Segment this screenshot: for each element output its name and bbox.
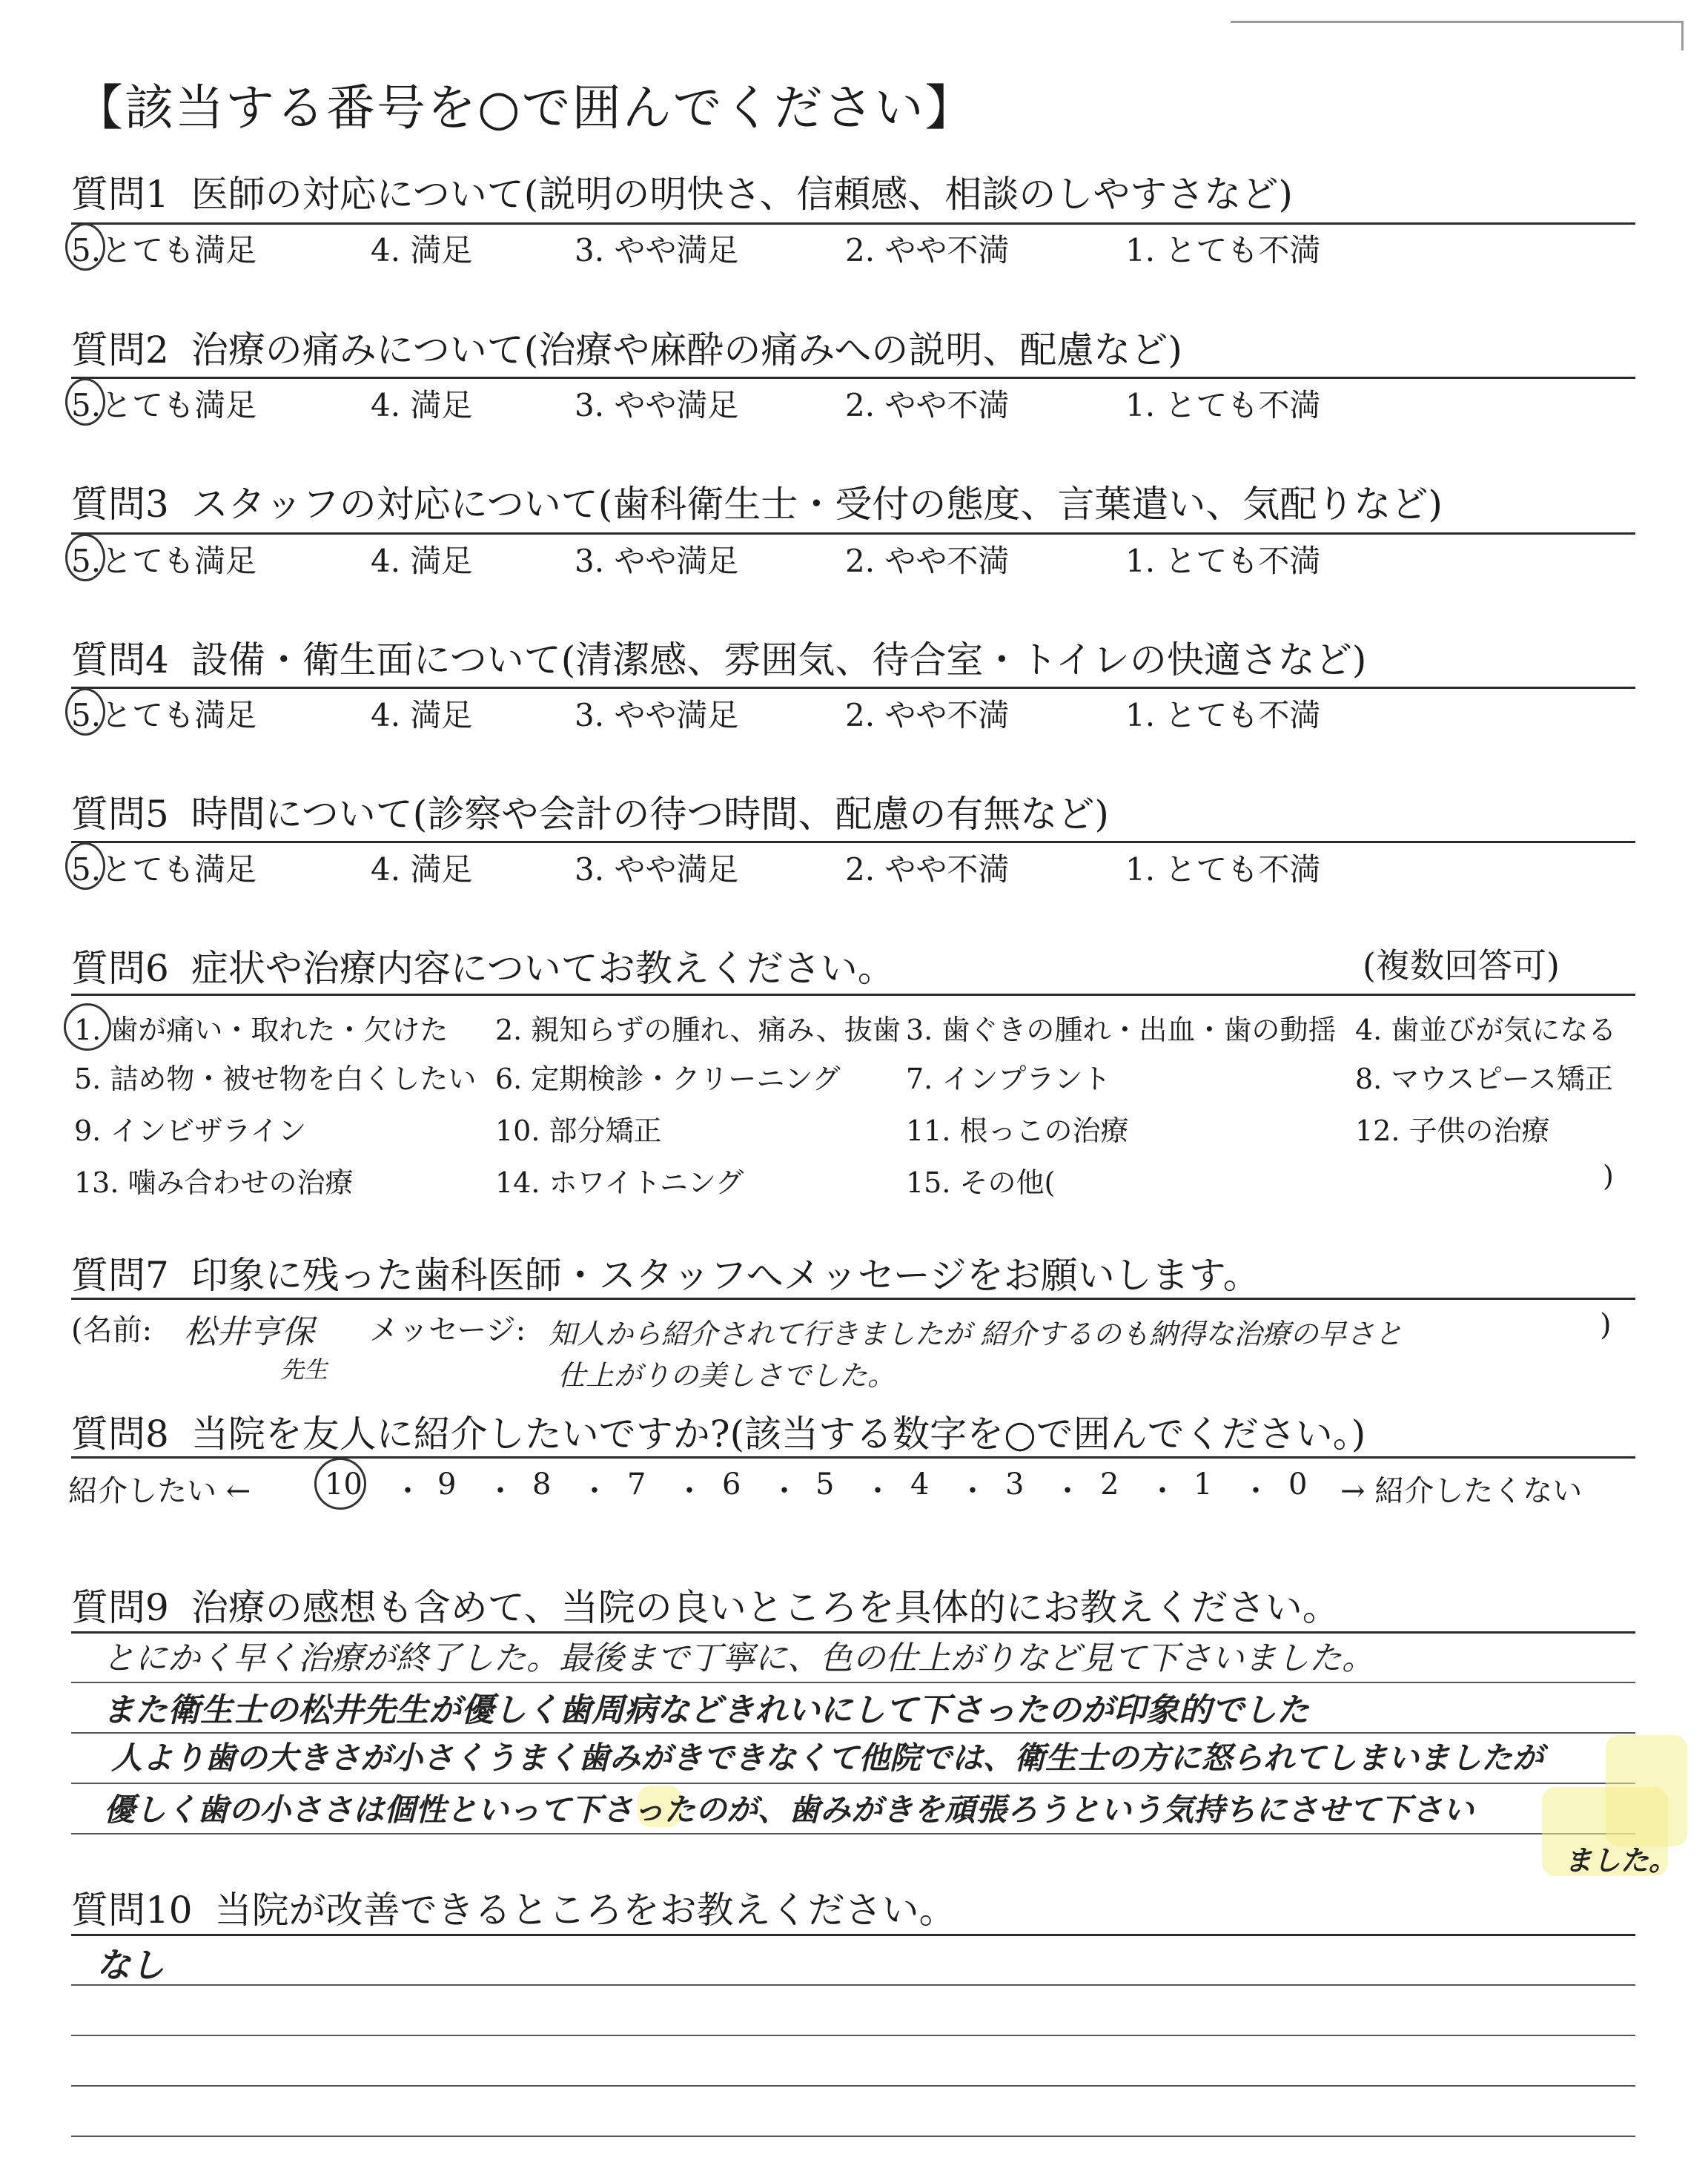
answer-line bbox=[71, 2035, 1635, 2036]
scale-7[interactable]: 7 bbox=[627, 1467, 646, 1502]
answer-line bbox=[71, 2136, 1635, 2137]
scale-5[interactable]: 5 bbox=[815, 1467, 835, 1502]
handwritten-improvement-answer[interactable]: なし bbox=[96, 1945, 165, 1985]
q6-option-1[interactable]: 1. 歯が痛い・取れた・欠けた bbox=[74, 1014, 448, 1046]
question-10-number: 質問10 bbox=[71, 1889, 193, 1932]
q6-option-12[interactable]: 12. 子供の治療 bbox=[1355, 1114, 1550, 1147]
question-1 bbox=[71, 165, 1293, 218]
question-6-number: 質問6 bbox=[71, 947, 169, 990]
q5-option-2[interactable]: 2. やや不満 bbox=[845, 851, 1010, 888]
question-5 bbox=[71, 785, 1109, 838]
question-8 bbox=[71, 1404, 1366, 1458]
q2-option-2[interactable]: 2. やや不満 bbox=[845, 387, 1010, 423]
question-10-text: 当院が改善できるところをお教えください。 bbox=[214, 1889, 956, 1932]
question-8-text: 当院を友人に紹介したいですか?(該当する数字を○で囲んでください。) bbox=[191, 1413, 1366, 1456]
question-8-number: 質問8 bbox=[71, 1413, 169, 1456]
question-6-rule bbox=[71, 994, 1635, 996]
handwritten-answer-line-5[interactable]: ました。 bbox=[1564, 1844, 1678, 1877]
question-3-number: 質問3 bbox=[71, 483, 169, 526]
name-label: (名前: bbox=[71, 1313, 153, 1347]
question-2-number: 質問2 bbox=[71, 328, 169, 371]
scale-4[interactable]: 4 bbox=[910, 1467, 930, 1502]
scale-3[interactable]: 3 bbox=[1005, 1467, 1025, 1502]
question-4-number: 質問4 bbox=[71, 638, 169, 681]
question-3-rule bbox=[71, 532, 1635, 535]
q6-option-14[interactable]: 14. ホワイトニング bbox=[495, 1166, 744, 1199]
q5-option-5[interactable]: 5.とても満足 bbox=[71, 851, 257, 888]
answer-line bbox=[71, 1833, 1635, 1834]
question-2-rule bbox=[71, 377, 1635, 379]
q4-option-5[interactable]: 5.とても満足 bbox=[71, 697, 257, 733]
message-label: メッセージ: bbox=[369, 1313, 526, 1347]
scale-dot: ・ bbox=[393, 1474, 423, 1508]
q1-option-2[interactable]: 2. やや不満 bbox=[845, 232, 1010, 268]
scale-dot: ・ bbox=[769, 1474, 799, 1508]
q6-option-2[interactable]: 2. 親知らずの腫れ、痛み、抜歯 bbox=[495, 1014, 901, 1046]
q1-option-1[interactable]: 1. とても不満 bbox=[1125, 232, 1321, 268]
question-6 bbox=[71, 939, 895, 992]
handwritten-answer-line-3[interactable]: 人より歯の大きさが小さくうまく歯みがきできなくて他院では、衛生士の方に怒られてしまいましたが bbox=[111, 1740, 1544, 1776]
question-8-rule bbox=[71, 1456, 1635, 1459]
scan-frame-top bbox=[1231, 21, 1683, 23]
question-1-rule bbox=[71, 222, 1635, 225]
question-5-text: 時間について(診察や会計の待つ時間、配慮の有無など) bbox=[191, 793, 1109, 836]
q6-option-6[interactable]: 6. 定期検診・クリーニング bbox=[495, 1063, 841, 1095]
scale-dot: ・ bbox=[580, 1474, 609, 1508]
question-5-rule bbox=[71, 841, 1635, 843]
question-6-text: 症状や治療内容についてお教えください。 bbox=[191, 947, 895, 990]
scale-1[interactable]: 1 bbox=[1194, 1467, 1213, 1502]
scale-dot: ・ bbox=[1053, 1474, 1082, 1508]
scale-dot: ・ bbox=[1148, 1474, 1177, 1508]
q3-option-4[interactable]: 4. 満足 bbox=[371, 543, 473, 579]
q6-option-5[interactable]: 5. 詰め物・被せ物を白くしたい bbox=[74, 1063, 477, 1095]
q4-option-4[interactable]: 4. 満足 bbox=[371, 697, 473, 733]
scale-dot: ・ bbox=[675, 1474, 704, 1508]
question-7-number: 質問7 bbox=[71, 1254, 169, 1297]
question-9-text: 治療の感想も含めて、当院の良いところを具体的にお教えください。 bbox=[191, 1586, 1340, 1629]
handwritten-message-line-1[interactable]: 知人から紹介されて行きましたが 紹介するのも納得な治療の早さと bbox=[549, 1318, 1403, 1350]
question-4 bbox=[71, 630, 1366, 684]
question-9-number: 質問9 bbox=[71, 1586, 169, 1629]
q6-option-13[interactable]: 13. 噛み合わせの治療 bbox=[74, 1166, 354, 1199]
question-1-text: 医師の対応について(説明の明快さ、信頼感、相談のしやすさなど) bbox=[191, 173, 1293, 216]
answer-line bbox=[71, 1984, 1635, 1986]
q6-option-8[interactable]: 8. マウスピース矯正 bbox=[1355, 1063, 1613, 1095]
recommend-label: 紹介したい ← bbox=[68, 1474, 251, 1508]
question-3-text: スタッフの対応について(歯科衛生士・受付の態度、言葉遣い、気配りなど) bbox=[191, 483, 1443, 526]
question-7 bbox=[71, 1246, 1260, 1299]
q2-option-3[interactable]: 3. やや満足 bbox=[575, 387, 739, 423]
question-7-rule bbox=[71, 1298, 1635, 1300]
scale-6[interactable]: 6 bbox=[722, 1467, 741, 1502]
answer-line bbox=[71, 1783, 1635, 1784]
answer-line bbox=[71, 2085, 1635, 2087]
q4-option-2[interactable]: 2. やや不満 bbox=[845, 697, 1010, 733]
q6-option-3[interactable]: 3. 歯ぐきの腫れ・出血・歯の動揺 bbox=[906, 1014, 1337, 1046]
q5-option-3[interactable]: 3. やや満足 bbox=[575, 851, 739, 888]
q3-option-1[interactable]: 1. とても不満 bbox=[1125, 543, 1321, 579]
handwritten-name[interactable]: 松井亨保 bbox=[184, 1313, 314, 1351]
scale-9[interactable]: 9 bbox=[437, 1467, 457, 1502]
handwritten-message-line-2[interactable]: 仕上がりの美しさでした。 bbox=[557, 1359, 896, 1392]
handwritten-answer-line-2[interactable]: また衛生士の松井先生が優しく歯周病などきれいにして下さったのが印象的でした bbox=[102, 1691, 1309, 1729]
q6-option-10[interactable]: 10. 部分矯正 bbox=[495, 1114, 662, 1147]
scale-dot: ・ bbox=[958, 1474, 987, 1508]
not-recommend-label: → 紹介したくない bbox=[1340, 1474, 1583, 1508]
q6-option-15-close: ) bbox=[1603, 1160, 1614, 1192]
question-9 bbox=[71, 1578, 1340, 1631]
scale-2[interactable]: 2 bbox=[1100, 1467, 1119, 1502]
q2-option-1[interactable]: 1. とても不満 bbox=[1125, 387, 1321, 423]
q3-option-5[interactable]: 5.とても満足 bbox=[71, 543, 257, 579]
multiple-answer-note: (複数回答可) bbox=[1363, 945, 1560, 985]
question-3 bbox=[71, 475, 1443, 528]
q6-option-15[interactable]: 15. その他( bbox=[906, 1166, 1056, 1199]
scale-dot: ・ bbox=[1241, 1474, 1271, 1508]
q4-option-3[interactable]: 3. やや満足 bbox=[575, 697, 739, 733]
question-4-rule bbox=[71, 687, 1635, 689]
question-7-text: 印象に残った歯科医師・スタッフへメッセージをお願いします。 bbox=[191, 1254, 1260, 1297]
q3-option-2[interactable]: 2. やや不満 bbox=[845, 543, 1010, 579]
q6-option-9[interactable]: 9. インビザライン bbox=[74, 1114, 307, 1147]
q5-option-1[interactable]: 1. とても不満 bbox=[1125, 851, 1321, 888]
scale-8[interactable]: 8 bbox=[532, 1467, 552, 1502]
q1-option-4[interactable]: 4. 満足 bbox=[371, 232, 473, 268]
question-1-number: 質問1 bbox=[71, 173, 169, 216]
handwritten-name-suffix: 先生 bbox=[280, 1355, 328, 1384]
question-2 bbox=[71, 320, 1182, 374]
scale-dot: ・ bbox=[486, 1474, 515, 1508]
question-10-rule bbox=[71, 1934, 1635, 1936]
q4-option-1[interactable]: 1. とても不満 bbox=[1125, 697, 1321, 733]
handwritten-answer-line-1[interactable]: とにかく早く治療が終了した。最後まで丁寧に、色の仕上がりなど見て下さいました。 bbox=[102, 1639, 1374, 1677]
q6-option-11[interactable]: 11. 根っこの治療 bbox=[906, 1114, 1129, 1147]
q3-option-3[interactable]: 3. やや満足 bbox=[575, 543, 739, 579]
message-close-paren: ) bbox=[1600, 1308, 1612, 1342]
question-4-text: 設備・衛生面について(清潔感、雰囲気、待合室・トイレの快適さなど) bbox=[191, 638, 1367, 681]
q5-option-4[interactable]: 4. 満足 bbox=[371, 851, 473, 888]
question-10 bbox=[71, 1880, 956, 1934]
q1-option-3[interactable]: 3. やや満足 bbox=[575, 232, 739, 268]
q1-option-5[interactable]: 5.とても満足 bbox=[71, 232, 257, 268]
question-5-number: 質問5 bbox=[71, 793, 169, 836]
scan-frame-right bbox=[1681, 21, 1684, 50]
q2-option-5[interactable]: 5.とても満足 bbox=[71, 387, 257, 423]
scale-dot: ・ bbox=[863, 1474, 893, 1508]
scale-10[interactable]: 10 bbox=[325, 1467, 363, 1502]
q6-option-7[interactable]: 7. インプラント bbox=[906, 1063, 1111, 1095]
scale-0[interactable]: 0 bbox=[1288, 1467, 1308, 1502]
q2-option-4[interactable]: 4. 満足 bbox=[371, 387, 473, 423]
question-2-text: 治療の痛みについて(治療や麻酔の痛みへの説明、配慮など) bbox=[191, 328, 1182, 371]
q6-option-4[interactable]: 4. 歯並びが気になる bbox=[1355, 1014, 1617, 1046]
form-title: 【該当する番号を○で囲んでください】 bbox=[74, 79, 976, 136]
handwritten-answer-line-4[interactable]: 優しく歯の小ささは個性といって下さったのが、歯みがきを頑張ろうという気持ちにさせて下さい bbox=[104, 1791, 1474, 1828]
